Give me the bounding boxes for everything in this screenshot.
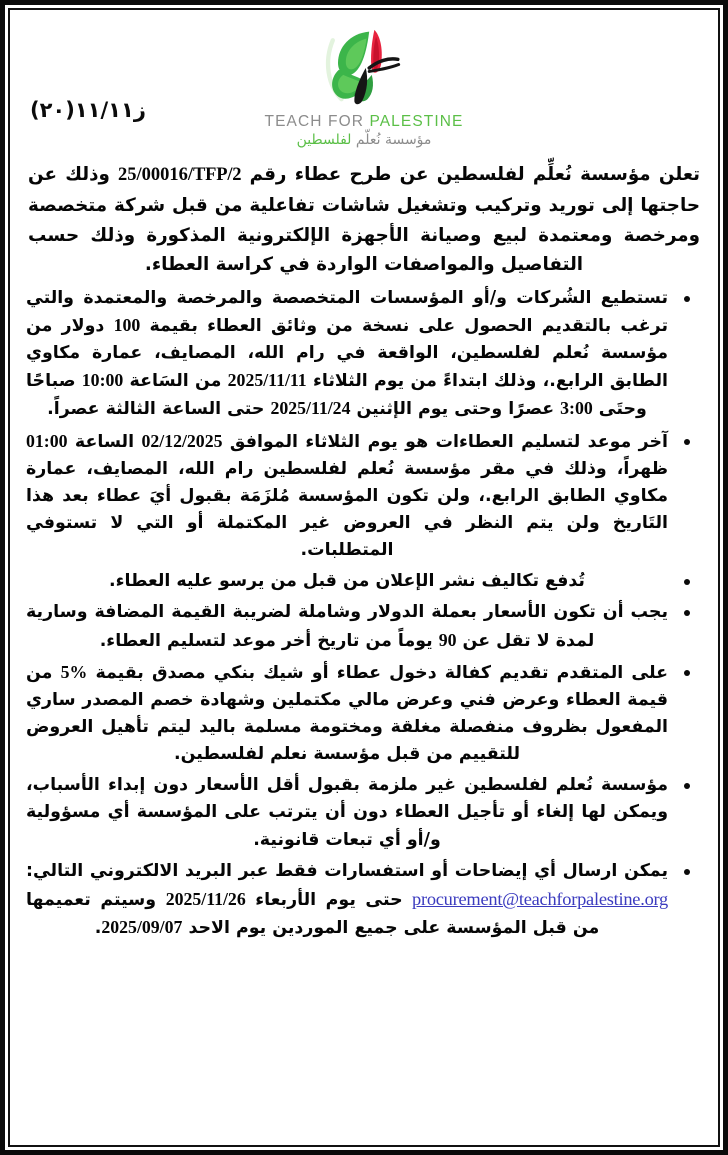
organization-logo <box>26 24 702 148</box>
clause-number-value: 02/12/2025 <box>141 430 223 451</box>
clause-text: من قيمة العطاء وعرض فني وعرض مالي مكتملين وشهادة خصم المصدر ساري المفعول بظروف منفصلة مغلقة ومختومة مسلمة باليد ليتم تأهيل العروض للتقييم من قبل مؤسسة نعلم لفلسطين. <box>26 662 668 765</box>
reference-number: ز١١/١١(٢٠) <box>30 98 146 122</box>
clause-number-value: 5% <box>60 661 88 682</box>
clause-deadline <box>26 428 702 565</box>
clause-text: صباحًا وحتَى <box>26 371 647 420</box>
clause-list <box>26 285 702 942</box>
clause-text: حتى يوم الأربعاء <box>245 889 412 910</box>
clause-not-bound <box>26 772 702 853</box>
clause-text: الساعة <box>67 431 142 452</box>
clause-text: مؤسسة نُعلم لفلسطين غير ملزمة بقبول أقل الأسعار دون إبداء الأسباب، ويمكن لها إلغاء أو تأجيل العطاء دون أن يترتب على المؤسسة أي مسؤولية و/أو أي تبعات قانونية. <box>26 775 668 850</box>
clause-text: من السَاعة <box>123 371 228 392</box>
logo-word-palestine: PALESTINE <box>369 113 464 130</box>
clause-text: حتى الساعة الثالثة عصراً. <box>47 399 271 420</box>
clause-number-value: 2025/09/07 <box>101 916 183 937</box>
clause-text: يمكن ارسال أي إيضاحات أو استفسارات فقط عبر البريد الالكتروني التالي: <box>26 860 668 881</box>
intro-text-pre: تعلن مؤسسة نُعلِّم لفلسطين عن طرح عطاء رقم <box>241 164 700 185</box>
tender-number: 25/00016/TFP/2 <box>117 165 242 185</box>
clause-number-value: 10:00 <box>81 370 124 391</box>
clause-text: دولار من مؤسسة نُعلم لفلسطين، الواقعة في رام الله، المصايف، عمارة مكاوي الطابق الرابع.، وذلك ابتداءً من يوم الثلاثاء <box>26 316 668 392</box>
clause-number-value: 01:00 <box>26 430 68 451</box>
logo-word-for: FOR <box>328 113 365 130</box>
intro-paragraph <box>28 160 700 280</box>
intro-text-post: وذلك عن حاجتها إلى توريد وتركيب وتشغيل شاشات تفاعلية من قبل شركة متخصصة ومرخصة ومعتمدة لبيع وصيانة الأجهزة الإلكترونية المذكورة وذلك حسب التفاصيل والمواصفات الواردة في كراسة العطاء. <box>28 164 700 276</box>
clause-text: ظهراً، وذلك في مقر مؤسسة نُعلم لفلسطين رام الله، المصايف، عمارة مكاوي الطابق الرابع.، ولن تكون المؤسسة مُلزَمَة بقبول أيَ عطاء بعد هذا التَاريخ ولن يتم النظر في العروض غير المكتملة أو التي لا تستوفي المتطلبات. <box>26 458 668 561</box>
contact-email-link[interactable]: procurement@teachforpalestine.org <box>412 888 668 909</box>
clause-text: . <box>94 917 102 938</box>
clause-text: على المتقدم تقديم كفالة دخول عطاء أو شيك بنكي مصدق بقيمة <box>87 662 668 683</box>
clause-text: يوماً من تاريخ أخر موعد لتسليم العطاء. <box>99 630 439 651</box>
clause-currency-validity <box>26 599 702 654</box>
clause-number-value: 2025/11/24 <box>270 398 351 419</box>
clause-advert-cost <box>26 568 702 595</box>
clause-text: آخر موعد لتسليم العطاءات هو يوم الثلاثاء الموافق <box>222 431 668 452</box>
clause-text: عصرًا وحتى يوم الإثنين <box>350 399 561 420</box>
clause-documents <box>26 285 702 424</box>
logo-arabic-part1: مؤسسة نُعلّم <box>355 132 432 148</box>
clause-text: تُدفع تكاليف نشر الإعلان من قبل من يرسو عليه العطاء. <box>109 571 585 592</box>
logo-arabic-text <box>297 132 432 148</box>
clause-number-value: 3:00 <box>560 398 593 419</box>
clause-number-value: 2025/11/26 <box>165 888 246 909</box>
clause-bid-bond <box>26 659 702 769</box>
logo-arabic-part2: لفلسطين <box>296 132 352 148</box>
clause-text: وسيتم تعميمها من قبل المؤسسة على جميع الموردين يوم الاحد <box>26 889 600 938</box>
document-inner-frame <box>8 8 720 1147</box>
clause-inquiries <box>26 858 702 942</box>
document-header <box>26 20 702 160</box>
clause-number-value: 100 <box>113 315 141 336</box>
clause-text: يجب أن تكون الأسعار بعملة الدولار وشاملة لضريبة القيمة المضافة وسارية لمدة لا تقل عن <box>26 602 668 651</box>
logo-latin-text <box>265 113 464 131</box>
clause-number-value: 2025/11/11 <box>227 370 307 391</box>
logo-word-teach: TEACH <box>264 113 323 130</box>
announcement-body <box>26 160 702 1137</box>
butterfly-logo-icon <box>312 24 416 112</box>
clause-text: تستطيع الشُركات و/أو المؤسسات المتخصصة والمرخصة والمعتمدة والتي ترغب بالتقديم الحصول على نسخة من وثائق العطاء بقيمة <box>26 287 668 337</box>
clause-number-value: 90 <box>438 629 457 650</box>
